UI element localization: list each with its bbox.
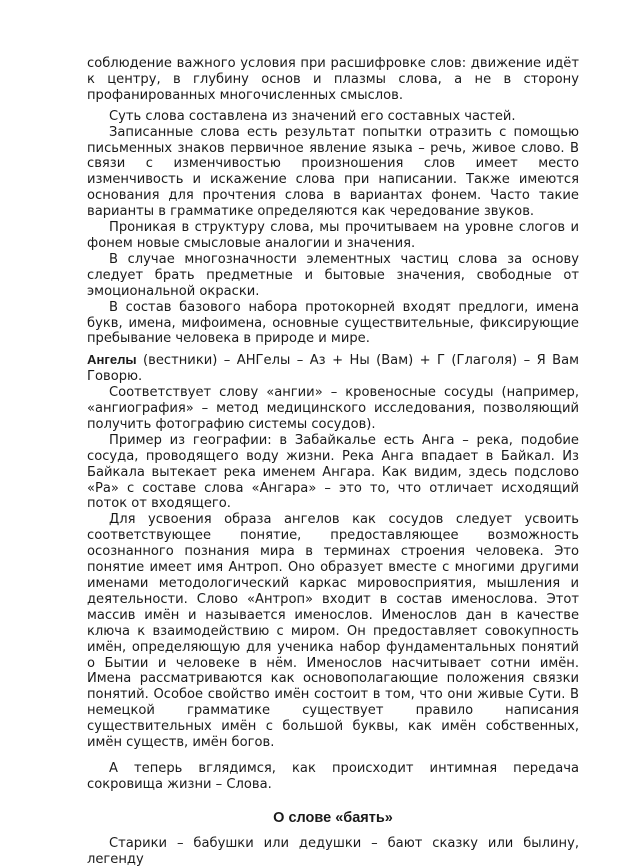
- paragraph: Проникая в структуру слова, мы прочитываем на уровне слогов и фонем новые смысловые аналогии и значения.: [87, 220, 579, 251]
- paragraph: В состав базового набора протокорней входят предлоги, имена букв, имена, мифоимена, основные существительные, фиксирующие пребывание человека в природе и мире.: [87, 299, 579, 347]
- paragraph: соблюдение важного условия при расшифровке слов: движение идёт к центру, в глубину основ и плазмы слова, а не в сторону профанированных многочисленных смыслов.: [87, 56, 579, 103]
- paragraph: А теперь вглядимся, как происходит интимная передача сокровища жизни – Слова.: [87, 760, 579, 792]
- section-heading: О слове «баять»: [273, 809, 393, 826]
- paragraph: Для усвоения образа ангелов как сосудов следует усвоить соответствующее понятие, предоставляющее возможность осознанного познания мира в терминах строения человека. Это понятие имеет имя Антроп. Оно образует вместе с многими другими именами методологический каркас мировосприятия, мышления и деятельности. Слово «Антроп» входит в состав именослова. Этот массив имён и называется именослов. Именослов дан в качестве ключа к взаимодействию с миром. Он предоставляет совокупность имён, определяющую для ученика набор фундаментальных понятий о Бытии и человеке в нём. Именослов насчитывает сотни имён. Имена рассматриваются как основополагающие положения связки понятий. Особое свойство имён состоит в том, что они живые Сути. В немецкой грамматике существует правило написания существительных имён с большой буквы, как имён собственных, имён существ, имён богов.: [87, 512, 579, 751]
- paragraph: Старики – бабушки или дедушки – бают сказку или былину, легенду: [87, 835, 579, 867]
- document-page: [87, 56, 579, 868]
- paragraph: Записанные слова есть результат попытки отразить с помощью письменных знаков первичное явление языка – речь, живое слово. В связи с изменчивостью произношения слов имеет место изменчивость и искажение слова при написании. Также имеются основания для прочтения слова в вариантах фонем. Часто такие варианты в грамматике определяются как чередование звуков.: [87, 124, 579, 220]
- paragraph: В случае многозначности элементных частиц слова за основу следует брать предметные и бытовые значения, свободные от эмоциональной окраски.: [87, 251, 579, 299]
- angels-paragraph: [87, 352, 579, 385]
- paragraph: Суть слова составлена из значений его составных частей.: [109, 108, 516, 124]
- angels-definition: (вестники) – АНГелы – Аз + Ны (Вам) + Г (Глаголя) – Я Вам Говорю.: [87, 353, 579, 385]
- paragraph: Пример из географии: в Забайкалье есть Анга – река, подобие сосуда, проводящего воду жизни. Река Анга впадает в Байкал. Из Байкала вытекает река именем Ангара. Как видим, здесь подслово «Ра» с составе слова «Ангара» – это то, что отличает исходящий поток от входящего.: [87, 432, 579, 512]
- angels-term: Ангелы: [87, 352, 137, 368]
- paragraph: Соответствует слову «ангии» – кровеносные сосуды (например, «ангиография» – метод медицинского исследования, позволяющий получить фотографию системы сосудов).: [87, 385, 579, 432]
